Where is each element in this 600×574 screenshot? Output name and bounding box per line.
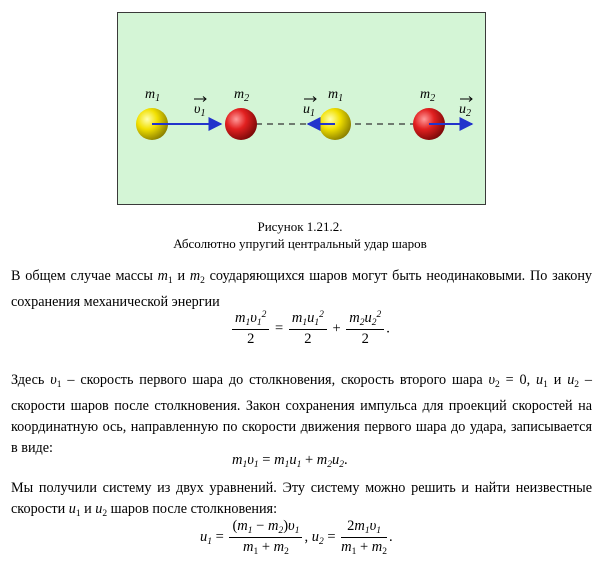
figure-caption-number: Рисунок 1.21.2. [257, 219, 343, 234]
label-u2: $u_2$ [459, 102, 471, 119]
paragraph-velocities: Здесь $\upsilon_1$ – скорость первого шара до столкновения, скорость второго шара $\upsilon_2 = 0$, $u_1$ и $u_2$ – скорости шаров после столкновения. Закон сохранения импульса для проекций скоростей на координатную ось, направленную по скорости движения первого шара до удара, записывается в виде: [11, 372, 593, 456]
collision-figure [117, 12, 486, 205]
energy-equation: $\frac{m_1\upsilon_1^2}{2}$ = $\frac{m_1u_1^2}{2}$ + $\frac{m_2u_2^2}{2}$ . [230, 310, 390, 348]
solution-equations: $u_1$ = $\frac{(m_1 - m_2)\upsilon_1}{m_1 + m_2}$ , $u_2$ = $\frac{2m_1\upsilon_1}{m_1 + m_2}$ . [200, 518, 393, 557]
ball-m2-before [225, 108, 257, 140]
collision-diagram [118, 13, 487, 206]
label-m1-left: $m_1$ [145, 87, 161, 104]
label-u1: $u_1$ [303, 102, 315, 119]
paragraph-system: Мы получили систему из двух уравнений. Эту систему можно решить и найти неизвестные скорости $u_1$ и $u_2$ шаров после столкновения: [11, 480, 592, 519]
label-m2-right: $m_2$ [420, 87, 436, 104]
figure-caption-title: Абсолютно упругий центральный удар шаров [173, 236, 427, 251]
label-m2-left: $m_2$ [234, 87, 250, 104]
paragraph-masses: В общем случае массы $m_1$ и $m_2$ соударяющихся шаров могут быть неодинаковыми. По закону сохранения механической энергии [11, 268, 593, 310]
label-v1: $\upsilon_1$ [194, 102, 206, 119]
momentum-equation: $m_1\upsilon_1 = m_1u_1 + m_2u_2$. [232, 452, 348, 470]
label-m1-right: $m_1$ [328, 87, 344, 104]
